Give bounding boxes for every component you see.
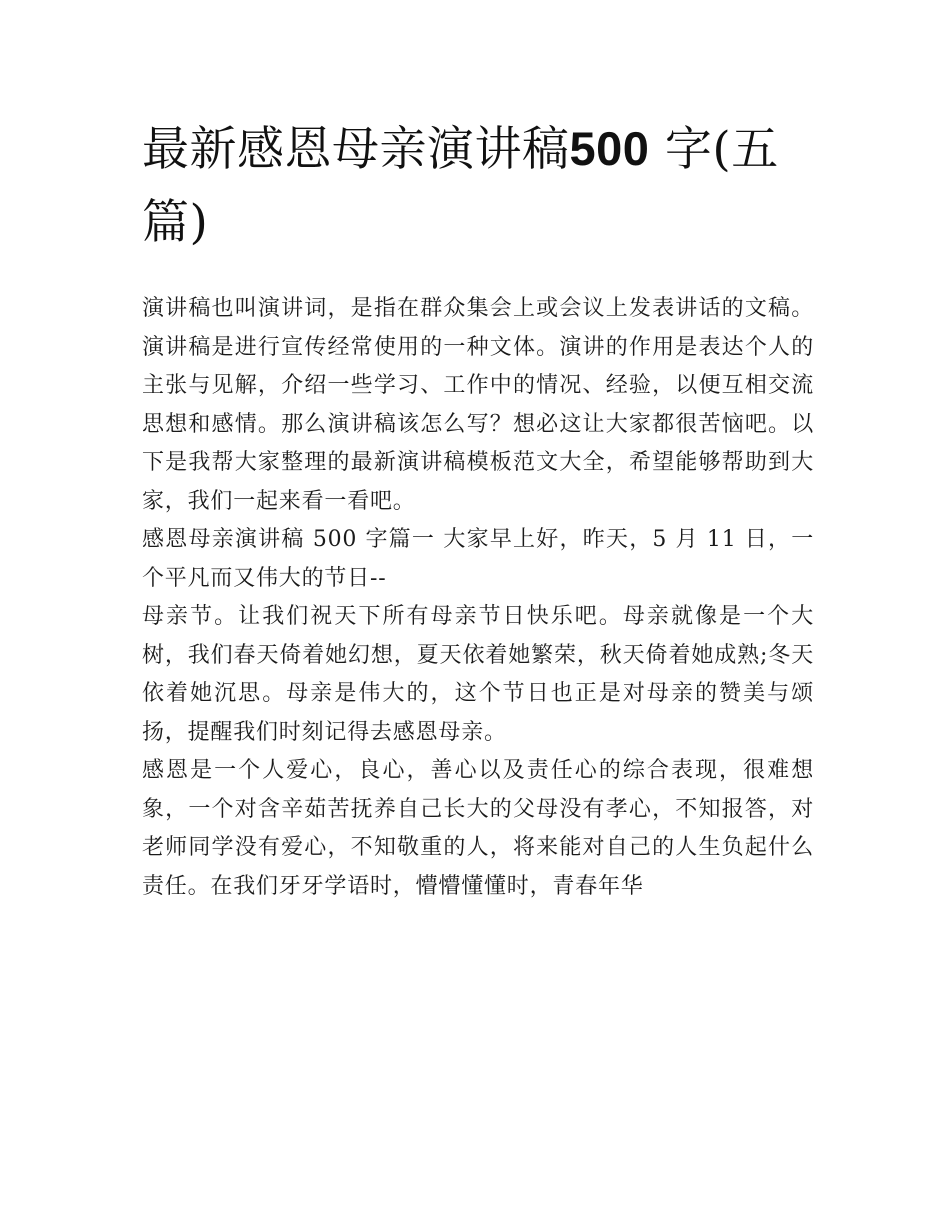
mothers-day-paragraph: 母亲节。让我们祝天下所有母亲节日快乐吧。母亲就像是一个大树，我们春天倚着她幻想，夏天依着她繁荣，秋天倚着她成熟;冬天依着她沉思。母亲是伟大的，这个节日也正是对母亲的赞美与颂扬，提醒我们时刻记得去感恩母亲。 — [142, 604, 814, 745]
speech-opening-paragraph: 感恩母亲演讲稿 500 字篇一 大家早上好，昨天，5 月 11 日，一个平凡而又伟大的节日-- — [142, 527, 814, 591]
intro-paragraph: 演讲稿也叫演讲词，是指在群众集会上或会议上发表讲话的文稿。演讲稿是进行宣传经常使用的一种文体。演讲的作用是表达个人的主张与见解，介绍一些学习、工作中的情况、经验，以便互相交流思想和感情。那么演讲稿该怎么写？想必这让大家都很苦恼吧。以下是我帮大家整理的最新演讲稿模板范文大全，希望能够帮助到大家，我们一起来看一看吧。 — [142, 296, 814, 514]
title-text: 最新感恩母亲演讲稿 — [142, 122, 570, 177]
document-title — [142, 112, 814, 259]
title-text-tail: 字(五 — [649, 122, 779, 177]
title-number: 500 — [569, 122, 650, 175]
gratitude-paragraph: 感恩是一个人爱心，良心，善心以及责任心的综合表现，很难想象，一个对含辛茹苦抚养自己长大的父母没有孝心，不知报答，对老师同学没有爱心，不知敬重的人，将来能对自己的人生负起什么责任。在我们牙牙学语时，懵懵懂懂时，青春年华 — [142, 758, 814, 899]
document-body — [142, 112, 814, 906]
title-text-line-2: 篇) — [142, 195, 209, 250]
